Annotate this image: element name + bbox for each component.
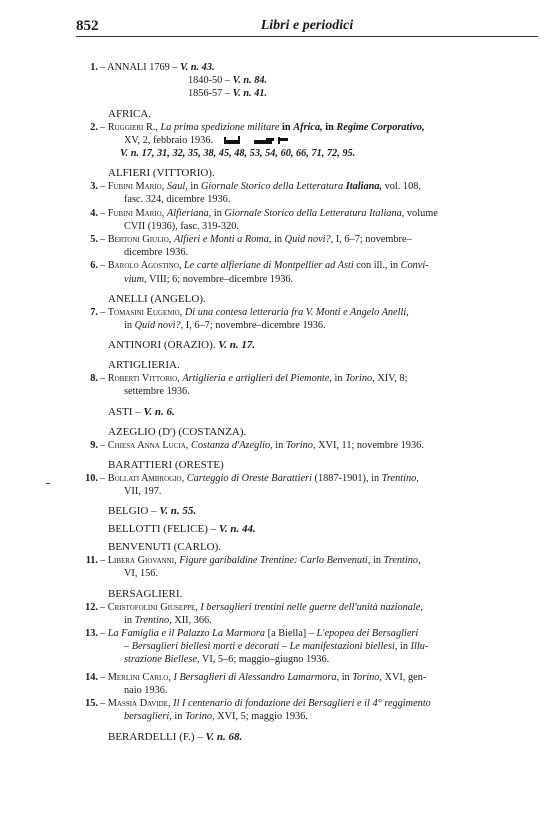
entry-15: 15. – Massia Davide, Il I centenario di fondazione dei Bersaglieri e il 4° reggimento bersaglieri, in Torino, XVI, 5; maggio 1936. xyxy=(85,698,431,723)
subject-heading-bersaglieri: BERSAGLIERI. xyxy=(108,587,183,600)
annali-line-2: 1840-50 – V. n. 84. xyxy=(188,75,268,87)
subject-heading-alfieri: ALFIERI (VITTORIO). xyxy=(108,167,215,180)
entry-number: 1. xyxy=(90,62,98,73)
entry-3: 3. – Fubini Mario, Saul, in Giornale Storico della Letteratura Italiana, vol. 108, fasc. 324, dicembre 1936. xyxy=(90,181,421,206)
entry-10: 10. – Bollati Ambrogio, Carteggio di Oreste Barattieri (1887-1901), in Trentino, VII, 197. xyxy=(85,472,419,498)
entry-13: 13. – La Famiglia e il Palazzo La Marmora [a Biella] – L'epopea dei Bersaglieri – Bersaglieri biellesi morti e decorati – Le manifestazioni biellesi, in Illu- strazione Biellese, VI, 5–6; maggio–giugno 1936. xyxy=(85,628,429,666)
page-number: 852 xyxy=(76,18,99,34)
entry-2: 2. – Ruggieri R., La prima spedizione militare in Africa, in Regime Corporativo, XV, 2, febbraio 1936. xyxy=(90,121,425,146)
subject-heading-bellotti: BELLOTTI (FELICE) – V. n. 44. xyxy=(108,523,256,536)
subject-heading-benvenuti: BENVENUTI (CARLO). xyxy=(108,541,222,554)
entry-5: 5. – Bertoni Giulio, Alfieri e Monti a Roma, in Quid novi?, I, 6–7; novembre– dicembre 1936. xyxy=(90,234,412,259)
ink-blot-marks xyxy=(216,135,290,145)
subject-heading-artiglieria: ARTIGLIERIA. xyxy=(108,359,180,372)
subject-heading-antinori: ANTINORI (ORAZIO). V. n. 17. xyxy=(108,339,256,352)
entry-9: 9. – Chiesa Anna Lucia, Costanza d'Azeglio, in Torino, XVI, 11; novembre 1936. xyxy=(90,439,424,451)
subject-heading-asti: ASTI – V. n. 6. xyxy=(108,405,175,418)
running-title: Libri e periodici xyxy=(260,18,354,33)
entry-7: 7. – Tomasini Eugenio, Di una contesa letteraria fra V. Monti e Angelo Anelli, in Quid novi?, I, 6–7; novembre–dicembre 1936. xyxy=(90,306,409,332)
running-header xyxy=(76,18,538,37)
annali-line-1: – ANNALI 1769 – V. n. 43. xyxy=(100,62,215,73)
entry-1 xyxy=(0,61,550,74)
entry-12: 12. – Cristofolini Giuseppe, I bersaglieri trentini nelle guerre dell'unità nazionale, in Trentino, XII, 366. xyxy=(85,601,423,626)
subject-heading-barattieri: BARATTIERI (ORESTE) xyxy=(108,458,224,471)
africa-refs: V. n. 17, 31, 32, 35, 38, 45, 48, 53, 54, 60, 66, 71, 72, 95. xyxy=(120,148,356,160)
subject-heading-berardelli: BERARDELLI (F.) – V. n. 68. xyxy=(108,730,243,743)
subject-heading-belgio: BELGIO – V. n. 55. xyxy=(108,505,197,518)
entry-4: 4. – Fubini Mario, Alfieriana, in Giornale Storico della Letteratura Italiana, volume CVII (1936), fasc. 319-320. xyxy=(90,207,438,232)
bibliography-body xyxy=(0,61,550,744)
entry-6: 6. – Barolo Agostino, Le carte alfieriane di Montpellier ad Asti con ill., in Convi- vium, VIII; 6; novembre–dicembre 1936. xyxy=(90,260,429,285)
entry-14: 14. – Merlini Carlo, I Bersaglieri di Alessandro Lamarmora, in Torino, XVI, gen- naio 1936. xyxy=(85,671,427,696)
entry-8: 8. – Roberti Vittorio, Artiglieria e artiglieri del Piemonte, in Torino, XIV, 8; settembre 1936. xyxy=(90,373,408,398)
entry-11: 11. – Libera Giovanni, Figure garibaldine Trentine: Carlo Benvenuti, in Trentino, VI, 156. xyxy=(85,555,421,580)
subject-heading-africa: AFRICA. xyxy=(108,107,152,120)
subject-heading-anelli: ANELLI (ANGELO). xyxy=(108,292,206,305)
subject-heading-azeglio: AZEGLIO (D') (COSTANZA). xyxy=(108,425,247,438)
annali-line-3: 1856-57 – V. n. 41. xyxy=(188,88,268,100)
margin-tick-mark xyxy=(46,483,50,484)
